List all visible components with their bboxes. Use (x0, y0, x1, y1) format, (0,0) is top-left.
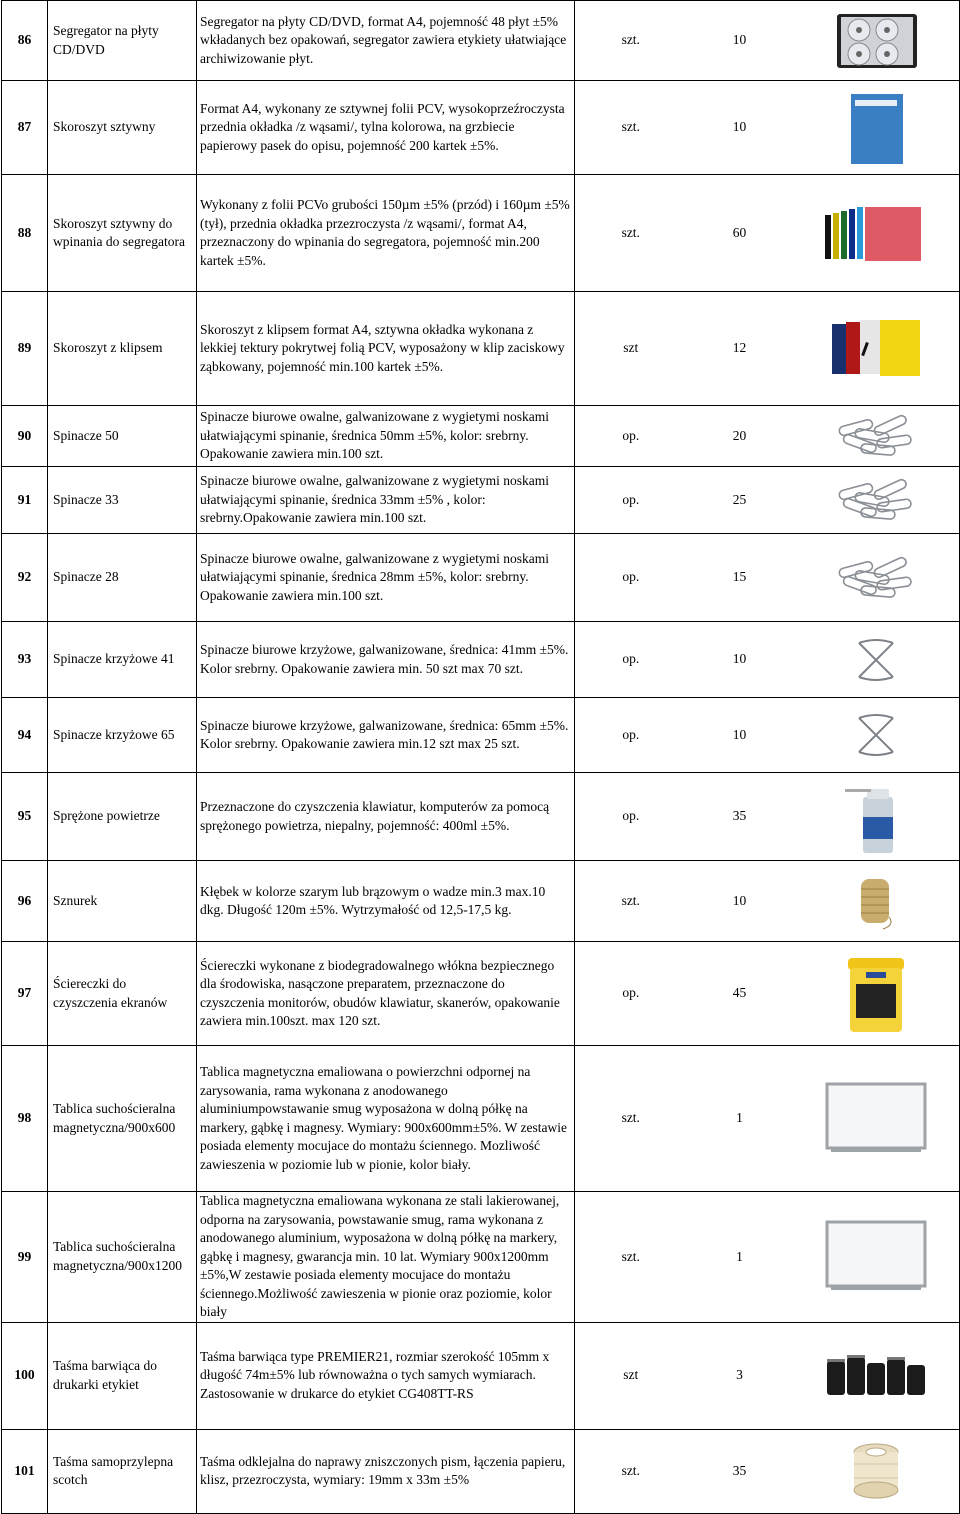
item-quantity: 20 (687, 406, 793, 467)
item-unit: szt (575, 292, 687, 406)
row-number: 99 (2, 1192, 48, 1323)
item-quantity: 25 (687, 467, 793, 534)
row-number: 95 (2, 773, 48, 861)
item-quantity: 35 (687, 1429, 793, 1513)
colored-folders-icon (821, 201, 931, 265)
item-description: Ściereczki wykonane z biodegradowalnego włókna bezpiecznego dla środowiska, nasączone preparatem, przeznaczone do czyszczenia monitorów, obudów klawiatur, skanerów, opakowanie zawiera min.100szt. max 120 szt. (197, 942, 575, 1046)
item-unit: op. (575, 406, 687, 467)
item-description: Tablica magnetyczna emaliowana o powierzchni odpornej na zarysowania, rama wykonana z anodowanego aluminiumpowstawanie smug wyposażona w dolną półkę na markery, gąbkę i magnesy. Wymiary: 900x600mm±5%. W zestawie posiada elementy mocujace do montażu ściennego. Mozliwość zawieszenia w poziomie lub w pionie, kolor biały. (197, 1046, 575, 1192)
item-image-cell (793, 1192, 960, 1323)
item-unit: szt. (575, 1046, 687, 1192)
item-unit: szt. (575, 861, 687, 942)
item-name: Tablica suchościeralna magnetyczna/900x600 (48, 1046, 197, 1192)
table-row (2, 81, 960, 175)
item-unit: op. (575, 942, 687, 1046)
item-name: Skoroszyt sztywny (48, 81, 197, 175)
item-quantity: 10 (687, 622, 793, 698)
item-quantity: 10 (687, 1, 793, 81)
item-description: Tablica magnetyczna emaliowana wykonana ze stali lakierowanej, odporna na zarysowania, powstawanie smug, rama wykonana z anodowanego aluminium, wyposażona w dolną półkę na markery, gąbkę i magnesy, gwarancja min. 10 lat. Wymiary 900x1200mm ±5%,W zestawie posiada elementy mocujace do montażu ściennego.Możliwość zawieszenia w pionie oraz poziomie, kolor biały (197, 1192, 575, 1323)
item-description: Spinacze biurowe krzyżowe, galwanizowane, średnica: 65mm ±5%. Kolor srebrny. Opakowanie zawiera min.12 szt max 25 szt. (197, 698, 575, 773)
row-number: 86 (2, 1, 48, 81)
item-name: Segregator na płyty CD/DVD (48, 1, 197, 81)
item-description: Spinacze biurowe owalne, galwanizowane z wygietymi noskami ułatwiającymi spinanie, średnica 28mm ±5%, kolor: srebrny. Opakowanie zawiera min.100 szt. (197, 534, 575, 622)
whiteboard-icon (821, 1216, 931, 1298)
item-quantity: 15 (687, 534, 793, 622)
table-row (2, 534, 960, 622)
whiteboard-icon (821, 1078, 931, 1160)
item-unit: szt. (575, 1429, 687, 1513)
item-description: Wykonany z folii PCVo grubości 150µm ±5% (przód) i 160µm ±5% (tył), przednia okładka przezroczysta /z wąsami/, format A4, przeznaczony do wpinania do segregatora, pojemność min.200 kartek ±5%. (197, 175, 575, 292)
item-quantity: 3 (687, 1322, 793, 1429)
row-number: 93 (2, 622, 48, 698)
item-unit: szt (575, 1322, 687, 1429)
item-name: Spinacze 33 (48, 467, 197, 534)
ribbon-rolls-icon (821, 1349, 931, 1403)
item-quantity: 10 (687, 81, 793, 175)
product-table (1, 0, 960, 1514)
item-image-cell (793, 942, 960, 1046)
item-image-cell (793, 292, 960, 406)
item-name: Skoroszyt z klipsem (48, 292, 197, 406)
item-quantity: 12 (687, 292, 793, 406)
item-image-cell (793, 534, 960, 622)
item-quantity: 45 (687, 942, 793, 1046)
item-name: Spinacze 50 (48, 406, 197, 467)
item-image-cell (793, 622, 960, 698)
table-row (2, 292, 960, 406)
item-description: Taśma barwiąca type PREMIER21, rozmiar szerokość 105mm x długość 74m±5% lub równoważna o tych samych wymiarach. Zastosowanie w drukarce do etykiet CG408TT-RS (197, 1322, 575, 1429)
item-image-cell (793, 773, 960, 861)
item-quantity: 1 (687, 1046, 793, 1192)
item-image-cell (793, 467, 960, 534)
item-name: Spinacze krzyżowe 41 (48, 622, 197, 698)
item-description: Spinacze biurowe krzyżowe, galwanizowane, średnica: 41mm ±5%. Kolor srebrny. Opakowanie zawiera min. 50 szt max 70 szt. (197, 622, 575, 698)
item-description: Segregator na płyty CD/DVD, format A4, pojemność 48 płyt ±5% wkładanych bez opakowań, segregator zawiera etykiety ułatwiające archiwizowanie płyt. (197, 1, 575, 81)
item-image-cell (793, 81, 960, 175)
item-unit: op. (575, 773, 687, 861)
row-number: 100 (2, 1322, 48, 1429)
item-quantity: 1 (687, 1192, 793, 1323)
paperclips-icon (833, 555, 919, 601)
table-row (2, 861, 960, 942)
paperclips-icon (833, 477, 919, 523)
tape-rolls-icon (844, 1438, 908, 1504)
cd-binder-icon (831, 10, 921, 72)
item-name: Tablica suchościeralna magnetyczna/900x1200 (48, 1192, 197, 1323)
row-number: 87 (2, 81, 48, 175)
wipes-tub-icon (838, 952, 914, 1036)
item-name: Sznurek (48, 861, 197, 942)
item-image-cell (793, 175, 960, 292)
item-unit: op. (575, 698, 687, 773)
item-unit: szt. (575, 175, 687, 292)
item-unit: op. (575, 534, 687, 622)
item-name: Spinacze krzyżowe 65 (48, 698, 197, 773)
table-row (2, 622, 960, 698)
table-row (2, 1429, 960, 1513)
table-row (2, 1192, 960, 1323)
cross-clip-icon (851, 710, 901, 760)
item-quantity: 60 (687, 175, 793, 292)
row-number: 90 (2, 406, 48, 467)
table-row (2, 1046, 960, 1192)
paperclips-icon (833, 413, 919, 459)
blue-folder-icon (841, 88, 911, 168)
table-row (2, 1322, 960, 1429)
item-image-cell (793, 406, 960, 467)
table-row (2, 1, 960, 81)
item-description: Spinacze biurowe owalne, galwanizowane z wygietymi noskami ułatwiającymi spinanie, średnica 50mm ±5%, kolor: srebrny. Opakowanie zawiera min.100 szt. (197, 406, 575, 467)
item-quantity: 10 (687, 698, 793, 773)
item-description: Taśma odklejalna do naprawy zniszczonych pism, łączenia papieru, klisz, przezroczysta, wymiary: 19mm x 33m ±5% (197, 1429, 575, 1513)
item-description: Przeznaczone do czyszczenia klawiatur, komputerów za pomocą sprężonego powietrza, niepalny, pojemność: 400ml ±5%. (197, 773, 575, 861)
row-number: 97 (2, 942, 48, 1046)
row-number: 98 (2, 1046, 48, 1192)
item-unit: op. (575, 467, 687, 534)
row-number: 89 (2, 292, 48, 406)
item-unit: op. (575, 622, 687, 698)
item-name: Skoroszyt sztywny do wpinania do segregatora (48, 175, 197, 292)
item-image-cell (793, 1046, 960, 1192)
cross-clip-icon (851, 635, 901, 685)
twine-spool-icon (853, 869, 899, 933)
item-description: Format A4, wykonany ze sztywnej folii PCV, wysokoprzeźroczysta przednia okładka /z wąsami/, tylna kolorowa, na grzbiecie papierowy pasek do opisu, pojemność 200 kartek ±5%. (197, 81, 575, 175)
item-unit: szt. (575, 81, 687, 175)
item-description: Skoroszyt z klipsem format A4, sztywna okładka wykonana z lekkiej tektury pokrytwej folią PCV, wyposażony w klip zaciskowy ząbkowany, pojemność min.100 kartek ±5%. (197, 292, 575, 406)
row-number: 96 (2, 861, 48, 942)
item-name: Spinacze 28 (48, 534, 197, 622)
item-unit: szt. (575, 1, 687, 81)
row-number: 101 (2, 1429, 48, 1513)
item-name: Taśma barwiąca do drukarki etykiet (48, 1322, 197, 1429)
table-row (2, 698, 960, 773)
table-row (2, 467, 960, 534)
item-name: Taśma samoprzylepna scotch (48, 1429, 197, 1513)
air-duster-icon (841, 777, 911, 857)
table-row (2, 175, 960, 292)
table-row (2, 773, 960, 861)
item-image-cell (793, 861, 960, 942)
item-description: Spinacze biurowe owalne, galwanizowane z wygietymi noskami ułatwiającymi spinanie, średnica 33mm ±5% , kolor: srebrny.Opakowanie zawiera min.100 szt. (197, 467, 575, 534)
row-number: 94 (2, 698, 48, 773)
item-name: Ściereczki do czyszczenia ekranów (48, 942, 197, 1046)
item-image-cell (793, 698, 960, 773)
item-unit: szt. (575, 1192, 687, 1323)
clip-folders-icon (826, 314, 926, 384)
table-row (2, 406, 960, 467)
item-image-cell (793, 1429, 960, 1513)
item-image-cell (793, 1322, 960, 1429)
item-quantity: 35 (687, 773, 793, 861)
row-number: 88 (2, 175, 48, 292)
table-row (2, 942, 960, 1046)
row-number: 91 (2, 467, 48, 534)
item-name: Sprężone powietrze (48, 773, 197, 861)
item-image-cell (793, 1, 960, 81)
item-quantity: 10 (687, 861, 793, 942)
item-description: Kłębek w kolorze szarym lub brązowym o wadze min.3 max.10 dkg. Długość 120m ±5%. Wytrzymałość od 12,5-17,5 kg. (197, 861, 575, 942)
row-number: 92 (2, 534, 48, 622)
